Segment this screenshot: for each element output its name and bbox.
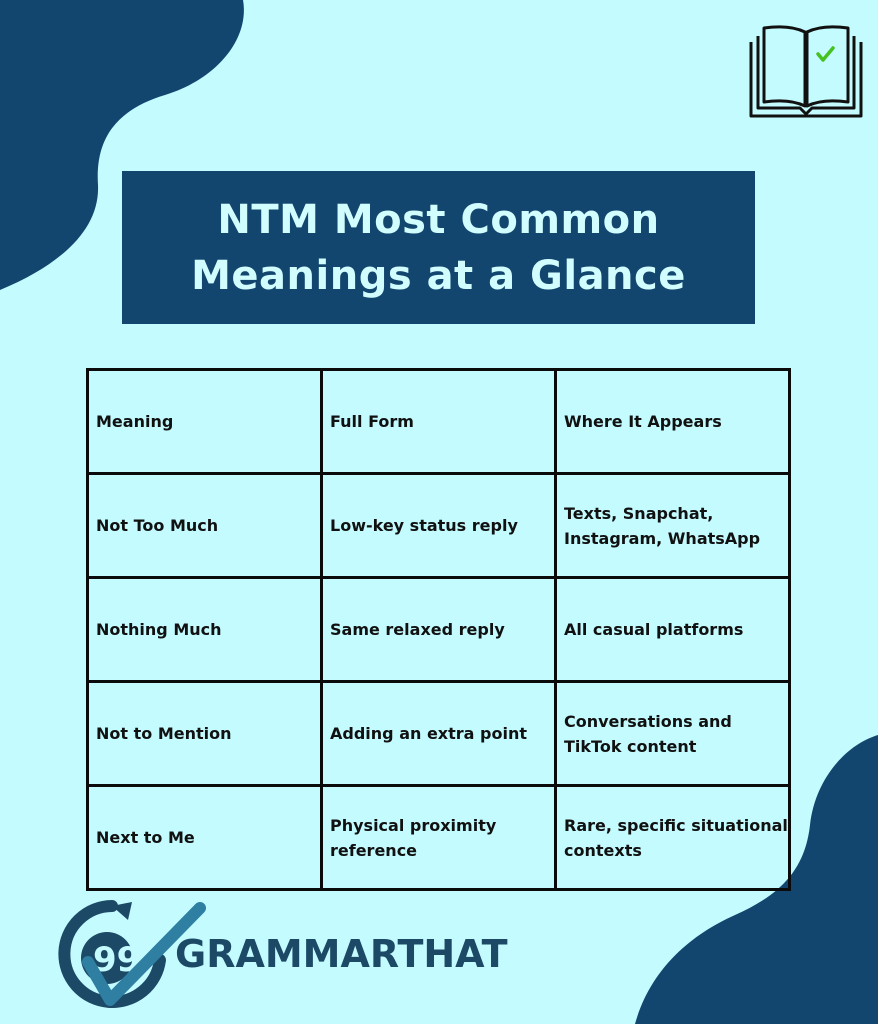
- cell-full-form: Low-key status reply: [322, 474, 556, 578]
- header-full-form: Full Form: [322, 370, 556, 474]
- title-line-1: NTM Most Common: [217, 196, 660, 243]
- title-line-2: Meanings at a Glance: [191, 252, 686, 299]
- cell-full-form: Adding an extra point: [322, 682, 556, 786]
- open-book-check-icon: [748, 22, 864, 120]
- cell-meaning: Nothing Much: [88, 578, 322, 682]
- svg-text:99: 99: [93, 940, 141, 980]
- table-row: [88, 682, 790, 786]
- header-where-it-appears: Where It Appears: [556, 370, 790, 474]
- cell-where: All casual platforms: [556, 578, 790, 682]
- cell-full-form: Physical proximity reference: [322, 786, 556, 890]
- cell-meaning: Not to Mention: [88, 682, 322, 786]
- table-row: [88, 578, 790, 682]
- table-header-row: [88, 370, 790, 474]
- cell-where: Rare, specific situational contexts: [556, 786, 790, 890]
- cell-where: Conversations and TikTok content: [556, 682, 790, 786]
- table-row: [88, 474, 790, 578]
- table-row: [88, 786, 790, 890]
- cell-full-form: Same relaxed reply: [322, 578, 556, 682]
- cell-where: Texts, Snapchat, Instagram, WhatsApp: [556, 474, 790, 578]
- cell-meaning: Next to Me: [88, 786, 322, 890]
- cell-meaning: Not Too Much: [88, 474, 322, 578]
- meanings-table: [86, 368, 791, 891]
- brand-name: GRAMMARTHAT: [175, 932, 508, 976]
- title-banner: [122, 171, 755, 324]
- header-meaning: Meaning: [88, 370, 322, 474]
